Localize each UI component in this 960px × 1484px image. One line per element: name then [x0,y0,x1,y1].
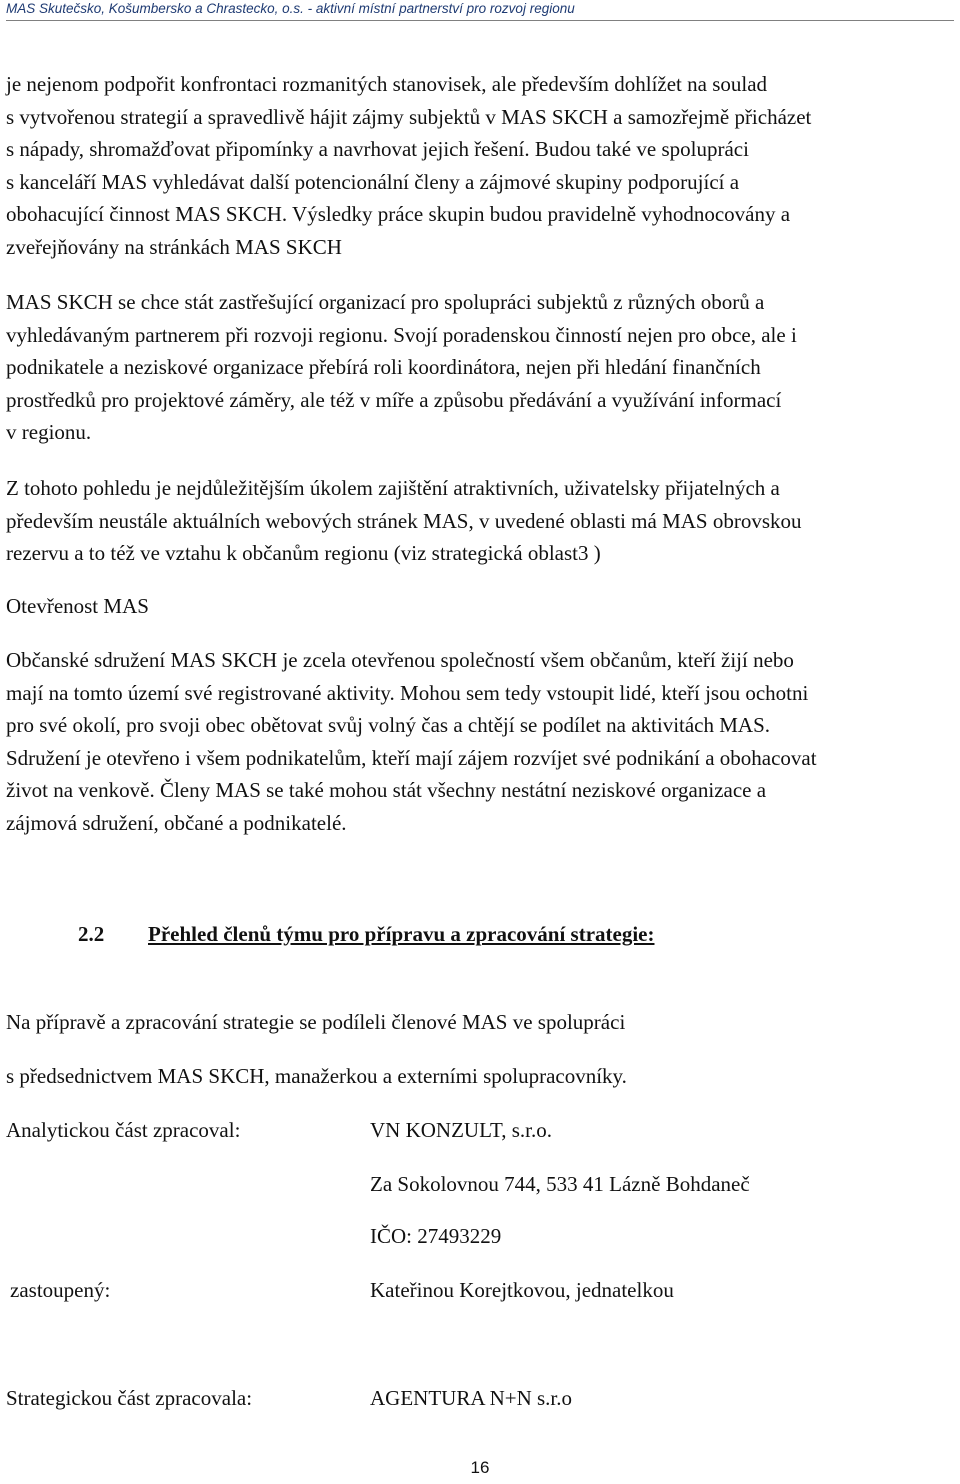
text-line: s vytvořenou strategií a spravedlivě hájit zájmy subjektů v MAS SKCH a samozřejmě přicházet [6,104,812,129]
analytic-part-label: Analytickou část zpracoval: [6,1118,241,1142]
text-line: zveřejňovány na stránkách MAS SKCH [6,234,342,259]
text-line: s nápady, shromažďovat připomínky a navrhovat jejich řešení. Budou také ve spolupráci [6,137,749,161]
text-line: v regionu. [6,420,92,444]
text-line: pro své okolí, pro svoji obec obětovat svůj volný čas a chtějí se podílet na aktivitách MAS. [6,713,771,737]
page-number: 16 [470,1458,490,1477]
text-line: zájmová sdružení, občané a podnikatelé. [6,810,347,835]
text-line: život na venkově. Členy MAS se také mohou stát všechny nestátní neziskové organizace a [6,778,767,802]
text-line: obohacující činnost MAS SKCH. Výsledky práce skupin budou pravidelně vyhodnocovány a [6,202,791,226]
intro-line-2: s předsednictvem MAS SKCH, manažerkou a externími spolupracovníky. [6,1064,627,1088]
subheading-openness [6,590,956,623]
text-line: Z tohoto pohledu je nejdůležitějším úkolem zajištění atraktivních, uživatelsky přijatelných a [6,476,780,500]
text-line: podnikatele a neziskové organizace přebírá roli koordinátora, nejen při hledání finančních [6,355,761,379]
text-line: je nejenom podpořit konfrontaci rozmanitých stanovisek, ale především dohlížet na soulad [6,72,768,96]
text-line: Sdružení je otevřeno i všem podnikatelům, kteří mají zájem rozvíjet své podnikání a obohacovat [6,745,817,770]
section-title: Přehled členů týmu pro přípravu a zpracování strategie: [148,922,655,946]
paragraph-openness [6,644,956,839]
text-line: vyhledávaným partnerem při rozvoji regionu. Svojí poradenskou činností nejen pro obce, ale i [6,322,797,347]
analytic-address: Za Sokolovnou 744, 533 41 Lázně Bohdaneč [370,1172,750,1196]
text-line: Otevřenost MAS [6,594,149,618]
text-line: prostředků pro projektové záměry, ale též v míře a způsobu předávání a využívání informací [6,387,782,412]
represented-value: Kateřinou Korejtkovou, jednatelkou [370,1278,674,1302]
text-line: především neustále aktuálních webových stránek MAS, v uvedené oblasti má MAS obrovskou [6,508,802,533]
text-line: s kanceláří MAS vyhledávat další potencionální členy a zájmové skupiny podporující a [6,169,740,194]
represented-label: zastoupený: [10,1278,111,1302]
paragraph-umbrella-organization [6,286,956,449]
strategic-company: AGENTURA N+N s.r.o [370,1386,573,1410]
analytic-company: VN KONZULT, s.r.o. [370,1118,552,1142]
intro-line-1: Na přípravě a zpracování strategie se podíleli členové MAS ve spolupráci [6,1010,626,1034]
analytic-ico: IČO: 27493229 [370,1224,502,1248]
page-header: MAS Skutečsko, Košumbersko a Chrastecko, o.s. - aktivní místní partnerství pro rozvoj regionu [6,0,954,21]
paragraph-working-groups [6,68,956,263]
section-heading [78,922,654,947]
text-line: mají na tomto území své registrované aktivity. Mohou sem tedy vstoupit lidé, kteří jsou ochotni [6,680,809,705]
section-number: 2.2 [78,922,105,946]
text-line: Občanské sdružení MAS SKCH je zcela otevřenou společností všem občanům, kteří žijí nebo [6,648,794,672]
paragraph-web-priority [6,472,956,570]
text-line: rezervu a to též ve vztahu k občanům regionu (viz strategická oblast3 ) [6,541,601,565]
strategic-part-label: Strategickou část zpracovala: [6,1386,253,1410]
text-line: MAS SKCH se chce stát zastřešující organizací pro spolupráci subjektů z různých oborů a [6,290,765,314]
